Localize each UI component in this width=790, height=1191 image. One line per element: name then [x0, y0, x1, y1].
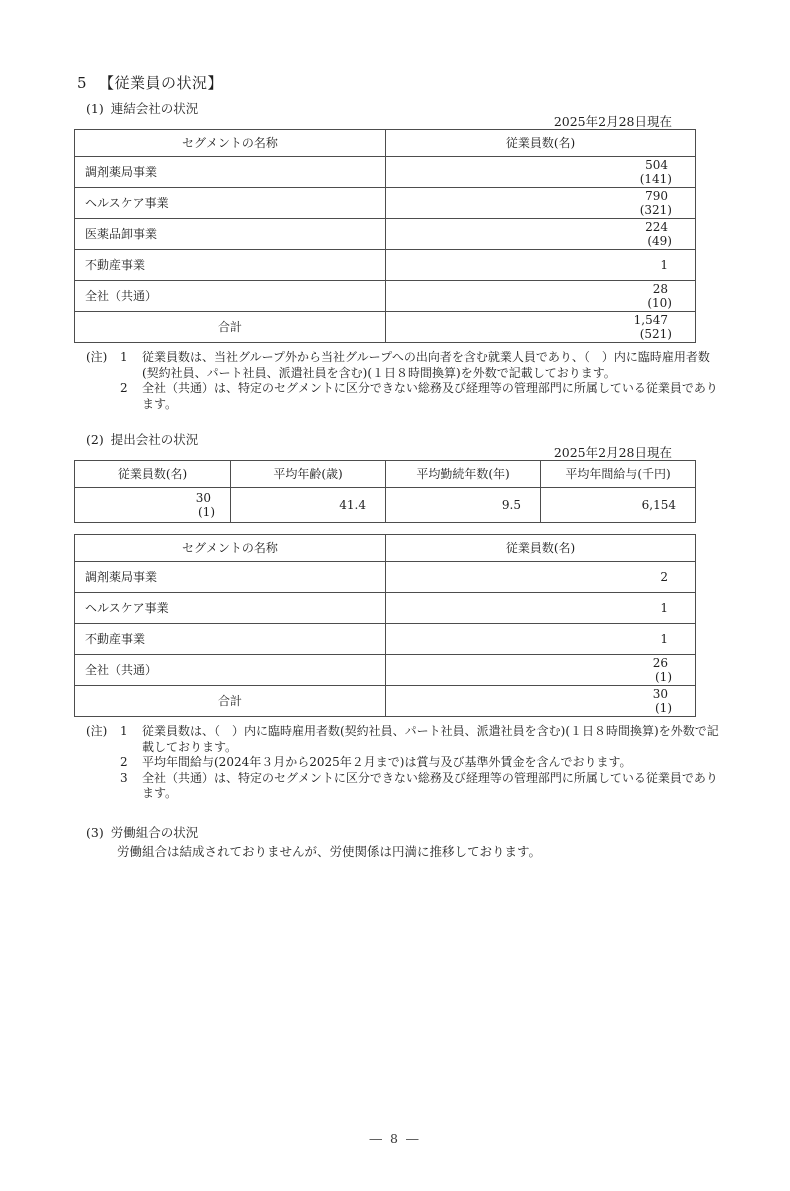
employee-count: 26 (1) — [385, 655, 695, 685]
section3-heading-text: 労働組合の状況 — [110, 824, 199, 840]
section2-asof-date: 2025年2月28日現在 — [553, 445, 672, 460]
column-header-employees: 従業員数(名) — [385, 130, 695, 156]
segment-label: 不動産事業 — [85, 632, 146, 646]
page-title — [77, 73, 790, 94]
employee-count: 30 (1) — [195, 491, 215, 519]
total-label: 合計 — [217, 320, 242, 334]
note-number: 1 — [120, 350, 128, 364]
note-item — [86, 771, 726, 802]
segment-label: 調剤薬局事業 — [85, 570, 158, 584]
section3-heading — [86, 825, 790, 840]
segment-label: 全社（共通） — [85, 289, 158, 303]
note-number: 1 — [120, 724, 128, 738]
section1-heading-number: (1) — [86, 101, 104, 116]
total-employee-count: 30 (1) — [385, 686, 695, 716]
section2-heading-text: 提出会社の状況 — [110, 432, 199, 447]
table-row — [75, 623, 695, 654]
table-row — [75, 156, 695, 187]
consolidated-employees-table — [74, 129, 696, 343]
total-label: 合計 — [217, 694, 242, 708]
note-item — [86, 381, 726, 412]
note-number: 2 — [120, 755, 128, 769]
note-text: 全社（共通）は、特定のセグメントに区分できない総務及び経理等の管理部門に所属している従業員であり ます。 — [142, 770, 718, 800]
table-row — [75, 654, 695, 685]
note-item — [86, 350, 726, 381]
section1-asof-date: 2025年2月28日現在 — [553, 114, 672, 129]
note-label: (注) — [86, 350, 108, 364]
column-header-avg-salary: 平均年間給与(千円) — [540, 461, 695, 487]
table-header-row — [75, 535, 695, 561]
section2-heading-number: (2) — [86, 432, 104, 447]
segment-label: 調剤薬局事業 — [85, 165, 158, 179]
employee-count: 224 (49) — [385, 219, 695, 249]
employee-count: 2 — [385, 562, 695, 592]
table-row — [75, 187, 695, 218]
table-header-row — [75, 461, 695, 487]
employee-count: 1 — [385, 624, 695, 654]
table-row — [75, 218, 695, 249]
table-row — [75, 561, 695, 592]
page-number: ― 8 ― — [369, 1131, 421, 1146]
total-employee-count: 1,547 (521) — [385, 312, 695, 342]
section3-body: 労働組合は結成されておりませんが、労使関係は円満に推移しております。 — [117, 843, 542, 859]
employee-count: 1 — [385, 250, 695, 280]
title-text: 【従業員の状況】 — [99, 74, 224, 92]
table-header-row — [75, 130, 695, 156]
table-row — [75, 592, 695, 623]
section1-notes — [86, 350, 726, 412]
table-row — [75, 487, 695, 522]
employee-count: 790 (321) — [385, 188, 695, 218]
table-row — [75, 280, 695, 311]
note-number: 3 — [120, 770, 128, 785]
note-text: 従業員数は、当社グループ外から当社グループへの出向者を含む就業人員であり、（ ）内に臨時雇用者数 (契約社員、パート社員、派遣社員を含む)(１日８時間換算)を外数で記載しております。 — [142, 350, 710, 380]
segment-label: ヘルスケア事業 — [85, 601, 169, 615]
column-header-avg-service: 平均勤続年数(年) — [385, 461, 540, 487]
column-header-employees: 従業員数(名) — [385, 535, 695, 561]
employee-count: 504 (141) — [385, 157, 695, 187]
avg-age-value: 41.4 — [230, 488, 385, 522]
note-item — [86, 724, 726, 755]
avg-service-years-value: 9.5 — [385, 488, 540, 522]
note-number: 2 — [120, 381, 128, 395]
employee-count: 28 (10) — [385, 281, 695, 311]
table-total-row — [75, 685, 695, 716]
column-header-segment: セグメントの名称 — [182, 136, 278, 150]
column-header-segment: セグメントの名称 — [182, 541, 278, 555]
section2-notes — [86, 724, 726, 802]
document-page — [0, 73, 790, 1191]
section3-heading-number: (3) — [86, 824, 104, 840]
employee-count: 1 — [385, 593, 695, 623]
note-text: 全社（共通）は、特定のセグメントに区分できない総務及び経理等の管理部門に所属している従業員であり ます。 — [142, 381, 718, 411]
filing-company-segment-table — [74, 534, 696, 717]
column-header-employees: 従業員数(名) — [117, 467, 188, 481]
note-text: 従業員数は、（ ）内に臨時雇用者数(契約社員、パート社員、派遣社員を含む)(１日８時間換算)を外数で記 載しております。 — [142, 724, 719, 754]
filing-company-summary-table — [74, 460, 696, 523]
segment-label: ヘルスケア事業 — [85, 196, 169, 210]
note-item — [86, 755, 726, 771]
column-header-avg-age: 平均年齢(歳) — [230, 461, 385, 487]
note-text: 平均年間給与(2024年３月から2025年２月まで)は賞与及び基準外賃金を含んでおります。 — [142, 755, 632, 769]
note-label: (注) — [86, 724, 108, 738]
segment-label: 全社（共通） — [85, 663, 158, 677]
avg-annual-salary-value: 6,154 — [540, 488, 695, 522]
title-number: 5 — [77, 74, 88, 92]
table-row — [75, 249, 695, 280]
section1-heading-text: 連結会社の状況 — [110, 101, 199, 116]
table-total-row — [75, 311, 695, 342]
segment-label: 医薬品卸事業 — [85, 227, 158, 241]
segment-label: 不動産事業 — [85, 258, 146, 272]
